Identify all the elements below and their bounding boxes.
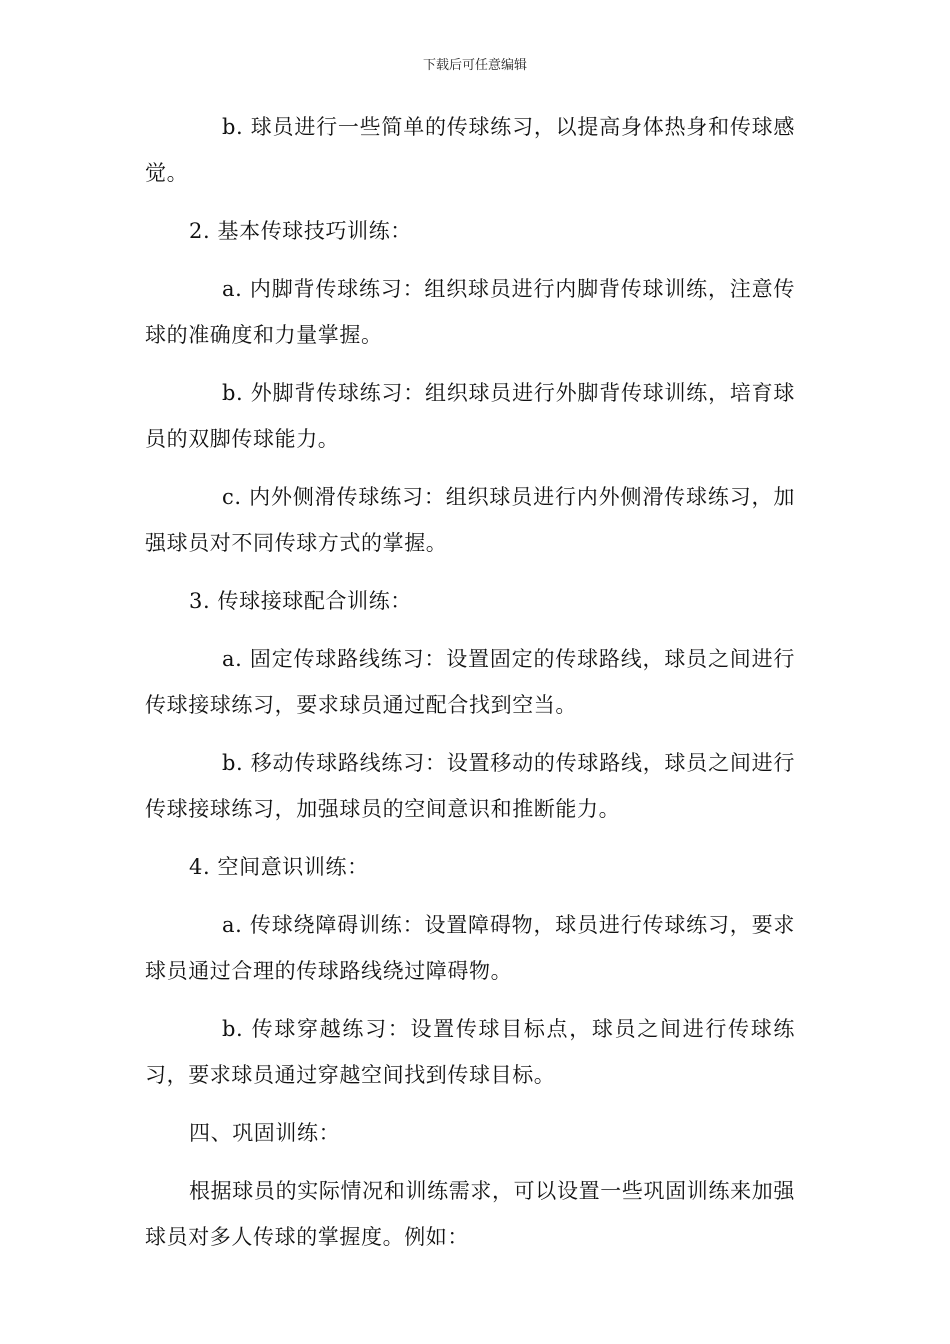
heading-spatial-awareness: 4. 空间意识训练：	[189, 855, 369, 879]
paragraph-crossing: b. 传球穿越练习：设置传球目标点，球员之间进行传球练习，要求球员通过穿越空间找到传球目标。	[145, 1017, 795, 1087]
heading-basic-passing: 2. 基本传球技巧训练：	[189, 219, 412, 243]
paragraph-moving-route: b. 移动传球路线练习：设置移动的传球路线，球员之间进行传球接球练习，加强球员的空间意识和推断能力。	[145, 751, 795, 821]
paragraph-outside-instep: b. 外脚背传球练习：组织球员进行外脚背传球训练，培育球员的双脚传球能力。	[145, 381, 795, 451]
paragraph-inside-instep: a. 内脚背传球练习：组织球员进行内脚背传球训练，注意传球的准确度和力量掌握。	[145, 277, 795, 347]
paragraph-fixed-route: a. 固定传球路线练习：设置固定的传球路线，球员之间进行传球接球练习，要求球员通过配合找到空当。	[145, 647, 795, 717]
paragraph-side-slide: c. 内外侧滑传球练习：组织球员进行内外侧滑传球练习，加强球员对不同传球方式的掌握。	[145, 485, 795, 555]
page-header: 下载后可任意编辑	[422, 58, 527, 73]
paragraph-obstacle: a. 传球绕障碍训练：设置障碍物，球员进行传球练习，要求球员通过合理的传球路线绕过障碍物。	[145, 913, 795, 983]
heading-consolidation: 四、巩固训练：	[189, 1121, 341, 1145]
document-body	[145, 104, 795, 1272]
heading-pass-receive: 3. 传球接球配合训练：	[189, 589, 412, 613]
paragraph-consolidation: 根据球员的实际情况和训练需求，可以设置一些巩固训练来加强球员对多人传球的掌握度。例如：	[145, 1179, 795, 1249]
paragraph-warmup-b: b. 球员进行一些简单的传球练习，以提高身体热身和传球感觉。	[145, 115, 795, 185]
